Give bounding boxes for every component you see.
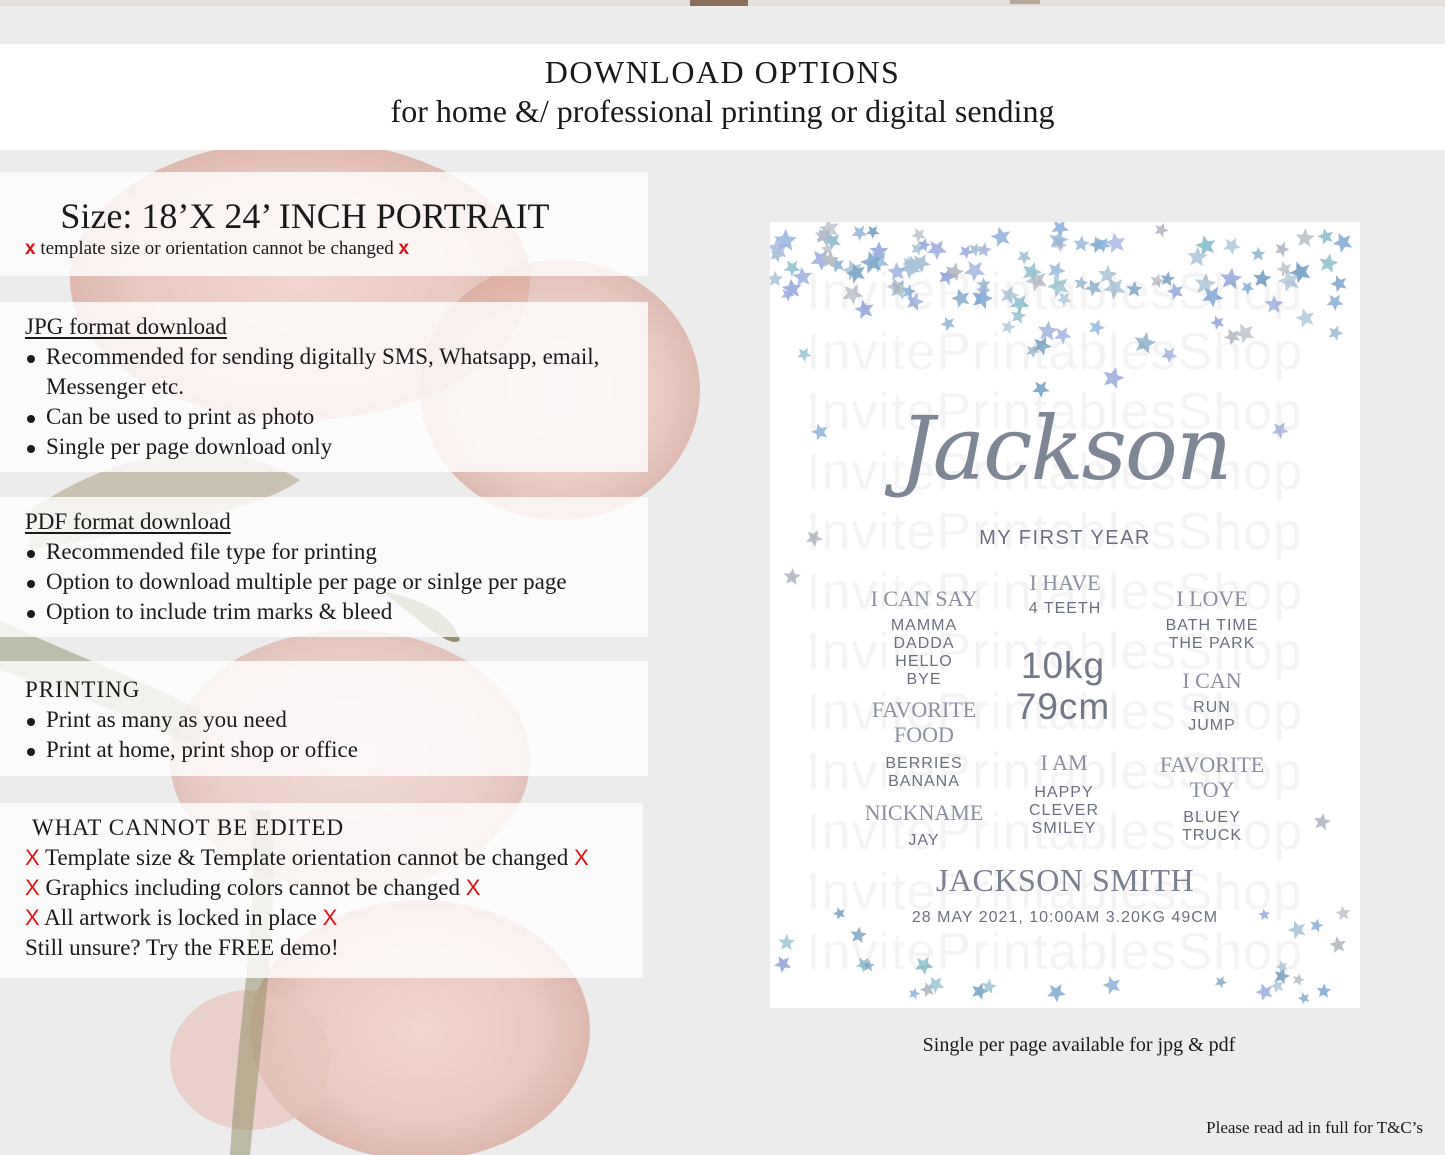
favorite-food-values: BERRIES BANANA xyxy=(885,755,963,790)
poster-preview xyxy=(770,222,1360,1008)
full-name: JACKSON SMITH xyxy=(935,862,1195,898)
baby-name-script: Jackson xyxy=(899,397,1231,500)
weight-value: 10kg xyxy=(1020,645,1106,686)
star-icon xyxy=(1317,228,1333,244)
star-icon xyxy=(1256,983,1273,1001)
printing-feature-list xyxy=(25,705,648,765)
size-panel xyxy=(0,172,648,276)
top-strip xyxy=(0,0,1445,6)
x-mark-icon: x xyxy=(398,238,410,259)
star-icon xyxy=(1333,233,1353,253)
jpg-panel-title: JPG format download xyxy=(25,314,227,339)
demo-prompt: Still unsure? Try the FREE demo! xyxy=(25,935,339,960)
list-item: X Graphics including colors cannot be changed X xyxy=(25,875,481,900)
star-icon xyxy=(1275,242,1290,257)
nickname-value: JAY xyxy=(908,832,940,849)
pdf-format-panel xyxy=(0,497,648,637)
list-item: X All artwork is locked in place X xyxy=(25,905,338,930)
star-icon xyxy=(784,568,801,585)
favorite-toy-values: BLUEY TRUCK xyxy=(1181,809,1243,844)
jpg-feature-list xyxy=(25,342,648,462)
star-icon xyxy=(1298,992,1310,1004)
i-love-label: I LOVE xyxy=(1176,586,1248,611)
pdf-feature-list xyxy=(25,537,648,627)
birth-details: 28 MAY 2021, 10:00AM 3.20KG 49CM xyxy=(911,909,1219,926)
list-item: Can be used to print as photo xyxy=(25,402,648,432)
i-can-values: RUN JUMP xyxy=(1188,699,1236,734)
i-can-say-values: MAMMA DADDA HELLO BYE xyxy=(890,617,958,688)
x-mark-icon: X xyxy=(322,905,338,930)
watermark-text xyxy=(806,322,1360,382)
list-item-continuation: Messenger etc. xyxy=(46,374,184,399)
i-can-say-label: I CAN SAY xyxy=(870,586,978,611)
i-am-label: I AM xyxy=(1040,750,1088,775)
list-item: Option to download multiple per page or sinlge per page xyxy=(25,567,648,597)
x-mark-icon: x xyxy=(25,238,36,259)
list-item: Print as many as you need xyxy=(25,705,648,735)
star-icon xyxy=(1223,238,1241,255)
printing-panel xyxy=(0,661,648,776)
cannot-edit-title: WHAT CANNOT BE EDITED xyxy=(32,815,345,840)
star-icon xyxy=(1155,223,1169,238)
favorite-toy-label: FAVORITE TOY xyxy=(1159,752,1265,802)
top-strip-accent xyxy=(1010,0,1040,4)
star-icon xyxy=(911,228,925,242)
i-have-label: I HAVE xyxy=(1029,570,1101,595)
x-mark-icon: X xyxy=(25,845,40,870)
list-item: X Template size & Template orientation cannot be changed X xyxy=(25,845,589,870)
jpg-format-panel xyxy=(0,302,648,472)
nickname-label: NICKNAME xyxy=(864,800,984,825)
preview-caption: Single per page available for jpg & pdf xyxy=(922,1034,1236,1056)
list-item: Option to include trim marks & bleed xyxy=(25,597,648,627)
star-icon xyxy=(909,988,921,1000)
star-icon xyxy=(1251,247,1266,261)
x-mark-icon: X xyxy=(25,905,40,930)
printing-panel-title: PRINTING xyxy=(25,677,141,702)
star-icon xyxy=(991,227,1011,247)
top-strip-accent xyxy=(690,0,748,6)
star-icon xyxy=(1296,228,1315,247)
favorite-food-label: FAVORITE FOOD xyxy=(871,697,977,747)
star-icon xyxy=(770,271,783,287)
star-icon xyxy=(1105,232,1126,253)
star-icon xyxy=(774,956,791,973)
height-value: 79cm xyxy=(1015,686,1111,727)
i-can-label: I CAN xyxy=(1182,668,1242,693)
star-icon xyxy=(866,226,880,239)
size-note-text: template size or orientation cannot be changed xyxy=(40,238,394,259)
x-mark-icon: X xyxy=(25,875,40,900)
star-icon xyxy=(1047,984,1066,1002)
list-item: Recommended file type for printing xyxy=(25,537,648,567)
watermark-text xyxy=(806,922,1360,982)
pdf-panel-title: PDF format download xyxy=(25,509,231,534)
download-options-header xyxy=(0,44,1445,150)
star-icon xyxy=(852,226,868,241)
header-subtitle: for home &/ professional printing or digital sending xyxy=(390,93,1055,129)
list-item: Print at home, print shop or office xyxy=(25,735,648,765)
list-item: Single per page download only xyxy=(25,432,648,462)
size-title: Size: 18’X 24’ INCH PORTRAIT xyxy=(60,196,550,236)
terms-footnote: Please read ad in full for T&C’s xyxy=(1206,1118,1423,1137)
i-have-value: 4 TEETH xyxy=(1028,600,1102,617)
size-note xyxy=(0,234,648,264)
i-am-values: HAPPY CLEVER SMILEY xyxy=(1028,784,1100,837)
header-title: DOWNLOAD OPTIONS xyxy=(544,54,901,90)
x-mark-icon: X xyxy=(574,845,589,870)
star-icon xyxy=(1317,983,1332,997)
list-item: Recommended for sending digitally SMS, Whatsapp, email, Messenger etc. xyxy=(25,342,648,402)
flower-background-image xyxy=(0,150,760,1155)
star-icon xyxy=(1073,235,1090,251)
x-mark-icon: X xyxy=(465,875,481,900)
i-love-values: BATH TIME THE PARK xyxy=(1165,617,1259,652)
star-icon xyxy=(778,934,795,950)
star-icon xyxy=(927,240,947,260)
watermark-text xyxy=(806,262,1360,322)
my-first-year-subtitle: MY FIRST YEAR xyxy=(979,527,1151,549)
cannot-edit-panel xyxy=(0,803,643,978)
